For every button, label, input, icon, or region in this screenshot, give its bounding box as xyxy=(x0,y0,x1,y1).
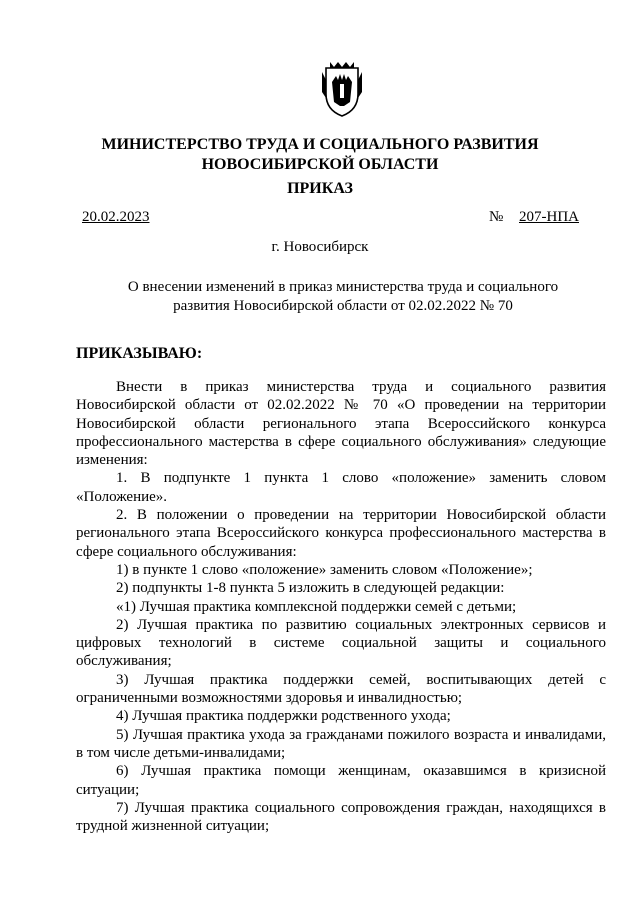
paragraph: Внести в приказ министерства труда и социального развития Новосибирской области от 02.02.2022 № 70 «О проведении на территории Новосибирской области регионального этапа Всероссийского конкурса профессионального мастерства в сфере социального обслуживания» следующие изменения: xyxy=(76,379,606,469)
document-type: ПРИКАЗ xyxy=(287,180,353,197)
paragraph: 7) Лучшая практика социального сопровождения граждан, находящихся в трудной жизненной ситуации; xyxy=(76,799,606,835)
document-subject: О внесении изменений в приказ министерства труда и социального развития Новосибирской области от 02.02.2022 № 70 xyxy=(127,279,559,314)
ministry-name-line2: НОВОСИБИРСКОЙ ОБЛАСТИ xyxy=(201,156,439,173)
paragraph: 1. В подпункте 1 пункта 1 слово «положение» заменить словом «Положение». xyxy=(76,470,606,505)
order-word: ПРИКАЗЫВАЮ: xyxy=(76,345,203,362)
paragraph: 6) Лучшая практика помощи женщинам, оказавшимся в кризисной ситуации; xyxy=(76,763,606,798)
paragraph: 3) Лучшая практика поддержки семей, воспитывающих детей с ограниченными возможностями здоровья и инвалидностью; xyxy=(76,671,606,707)
novosibirsk-coat-of-arms-icon xyxy=(318,58,366,118)
number-sign: № xyxy=(489,209,504,225)
ministry-name-line1: МИНИСТЕРСТВО ТРУДА И СОЦИАЛЬНОГО РАЗВИТИЯ xyxy=(101,136,539,153)
document-body xyxy=(76,378,606,835)
document-number: 207-НПА xyxy=(519,209,579,225)
paragraph: «1) Лучшая практика комплексной поддержки семей с детьми; xyxy=(116,598,517,615)
document-city: г. Новосибирск xyxy=(271,239,369,255)
paragraph: 5) Лучшая практика ухода за гражданами пожилого возраста и инвалидами, в том числе детьми-инвалидами; xyxy=(76,726,606,761)
paragraph: 2) подпункты 1-8 пункта 5 изложить в следующей редакции: xyxy=(116,580,505,597)
paragraph: 2) Лучшая практика по развитию социальных электронных сервисов и цифровых технологий в системе социальной защиты и социального обслуживания; xyxy=(76,616,606,670)
document-date: 20.02.2023 xyxy=(82,209,150,225)
paragraph: 1) в пункте 1 слово «положение» заменить словом «Положение»; xyxy=(116,561,533,578)
paragraph: 4) Лучшая практика поддержки родственного ухода; xyxy=(116,708,451,725)
ministry-name xyxy=(0,135,640,175)
paragraph: 2. В положении о проведении на территории Новосибирской области регионального этапа Всероссийского конкурса профессионального мастерства в сфере социального обслуживания: xyxy=(76,507,606,560)
